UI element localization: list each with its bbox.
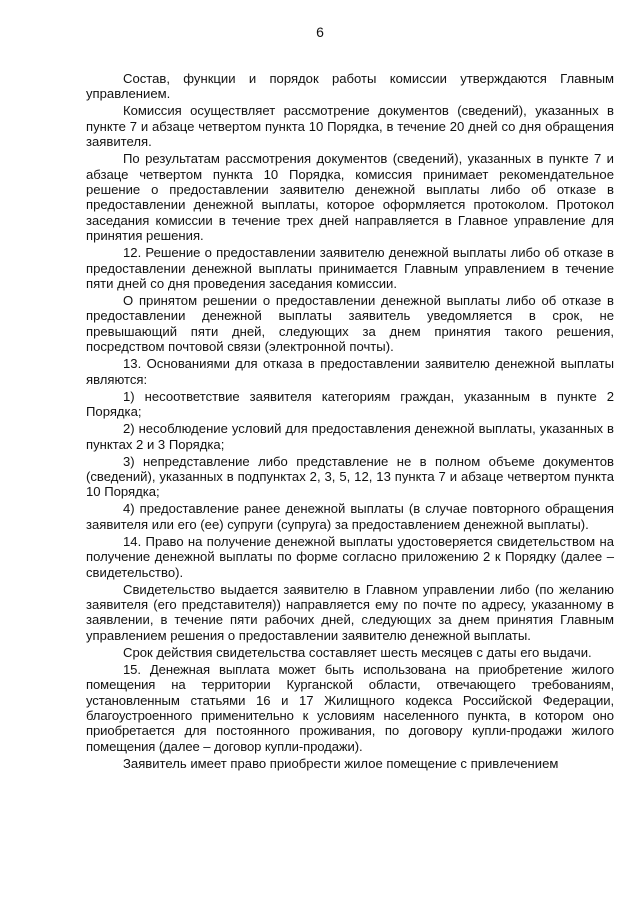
paragraph-decision-notification: О принятом решении о предоставлении денежной выплаты либо об отказе в предоставлении денежной выплаты заявитель уведомляется в срок, не превышающий пяти дней, следующих за днем принятия такого решения, посредством почтовой связи (электронной почты).: [86, 293, 614, 355]
paragraph-item-12-decision: 12. Решение о предоставлении заявителю денежной выплаты либо об отказе в предоставлении денежной выплаты принимается Главным управлением в течение пяти дней со дня проведения заседания комиссии.: [86, 245, 614, 292]
paragraph-certificate-issuance: Свидетельство выдается заявителю в Главном управлении либо (по желанию заявителя (его представителя)) направляется ему по почте по адресу, указанному в заявлении, в течение пяти рабочих дней, следующих за днем принятия Главным управлением решения о предоставлении заявителю денежной выплаты.: [86, 581, 614, 643]
paragraph-item-15-usage: 15. Денежная выплата может быть использована на приобретение жилого помещения на территории Курганской области, отвечающего требованиям, установленным статьями 16 и 17 Жилищного кодекса Российской Федерации, благоустроенного применительно к условиям населенного пункта, в котором оно приобретается для постоянного проживания, по договору купли-продажи жилого помещения (далее – договор купли-продажи).: [86, 661, 614, 754]
paragraph-certificate-validity: Срок действия свидетельства составляет шесть месяцев с даты его выдачи.: [123, 644, 592, 660]
document-body: [86, 71, 614, 773]
paragraph-review-results: По результатам рассмотрения документов (сведений), указанных в пункте 7 и абзаце четвертом пункта 10 Порядка, комиссия принимает рекомендательное решение о предоставлении заявителю денежной выплаты либо об отказе в предоставлении денежной выплаты, которое оформляется протоколом. Протокол заседания комиссии в течение трех дней направляется в Главное управление для принятия решения.: [86, 151, 614, 244]
paragraph-commission-review: Комиссия осуществляет рассмотрение документов (сведений), указанных в пункте 7 и абзаце четвертом пункта 10 Порядка, в течение 20 дней со дня обращения заявителя.: [86, 103, 614, 150]
paragraph-item-13-grounds: 13. Основаниями для отказа в предоставлении заявителю денежной выплаты являются:: [86, 356, 614, 387]
paragraph-item-14-certificate: 14. Право на получение денежной выплаты удостоверяется свидетельством на получение денежной выплаты по форме согласно приложению 2 к Порядку (далее – свидетельство).: [86, 533, 614, 580]
paragraph-ground-1: 1) несоответствие заявителя категориям граждан, указанным в пункте 2 Порядка;: [86, 388, 614, 420]
paragraph-applicant-right: Заявитель имеет право приобрести жилое помещение с привлечением: [123, 755, 559, 771]
paragraph-commission-composition: Состав, функции и порядок работы комиссии утверждаются Главным управлением.: [86, 71, 614, 102]
page-number: 6: [316, 24, 324, 40]
paragraph-ground-4: 4) предоставление ранее денежной выплаты (в случае повторного обращения заявителя или его (ее) супруги (супруга) за предоставлением денежной выплаты).: [86, 501, 614, 532]
paragraph-ground-3: 3) непредставление либо представление не в полном объеме документов (сведений), указанных в подпунктах 2, 3, 5, 12, 13 пункта 7 и абзаце четвертом пункта 10 Порядка;: [86, 453, 614, 500]
paragraph-ground-2: 2) несоблюдение условий для предоставления денежной выплаты, указанных в пунктах 2 и 3 Порядка;: [86, 421, 614, 452]
